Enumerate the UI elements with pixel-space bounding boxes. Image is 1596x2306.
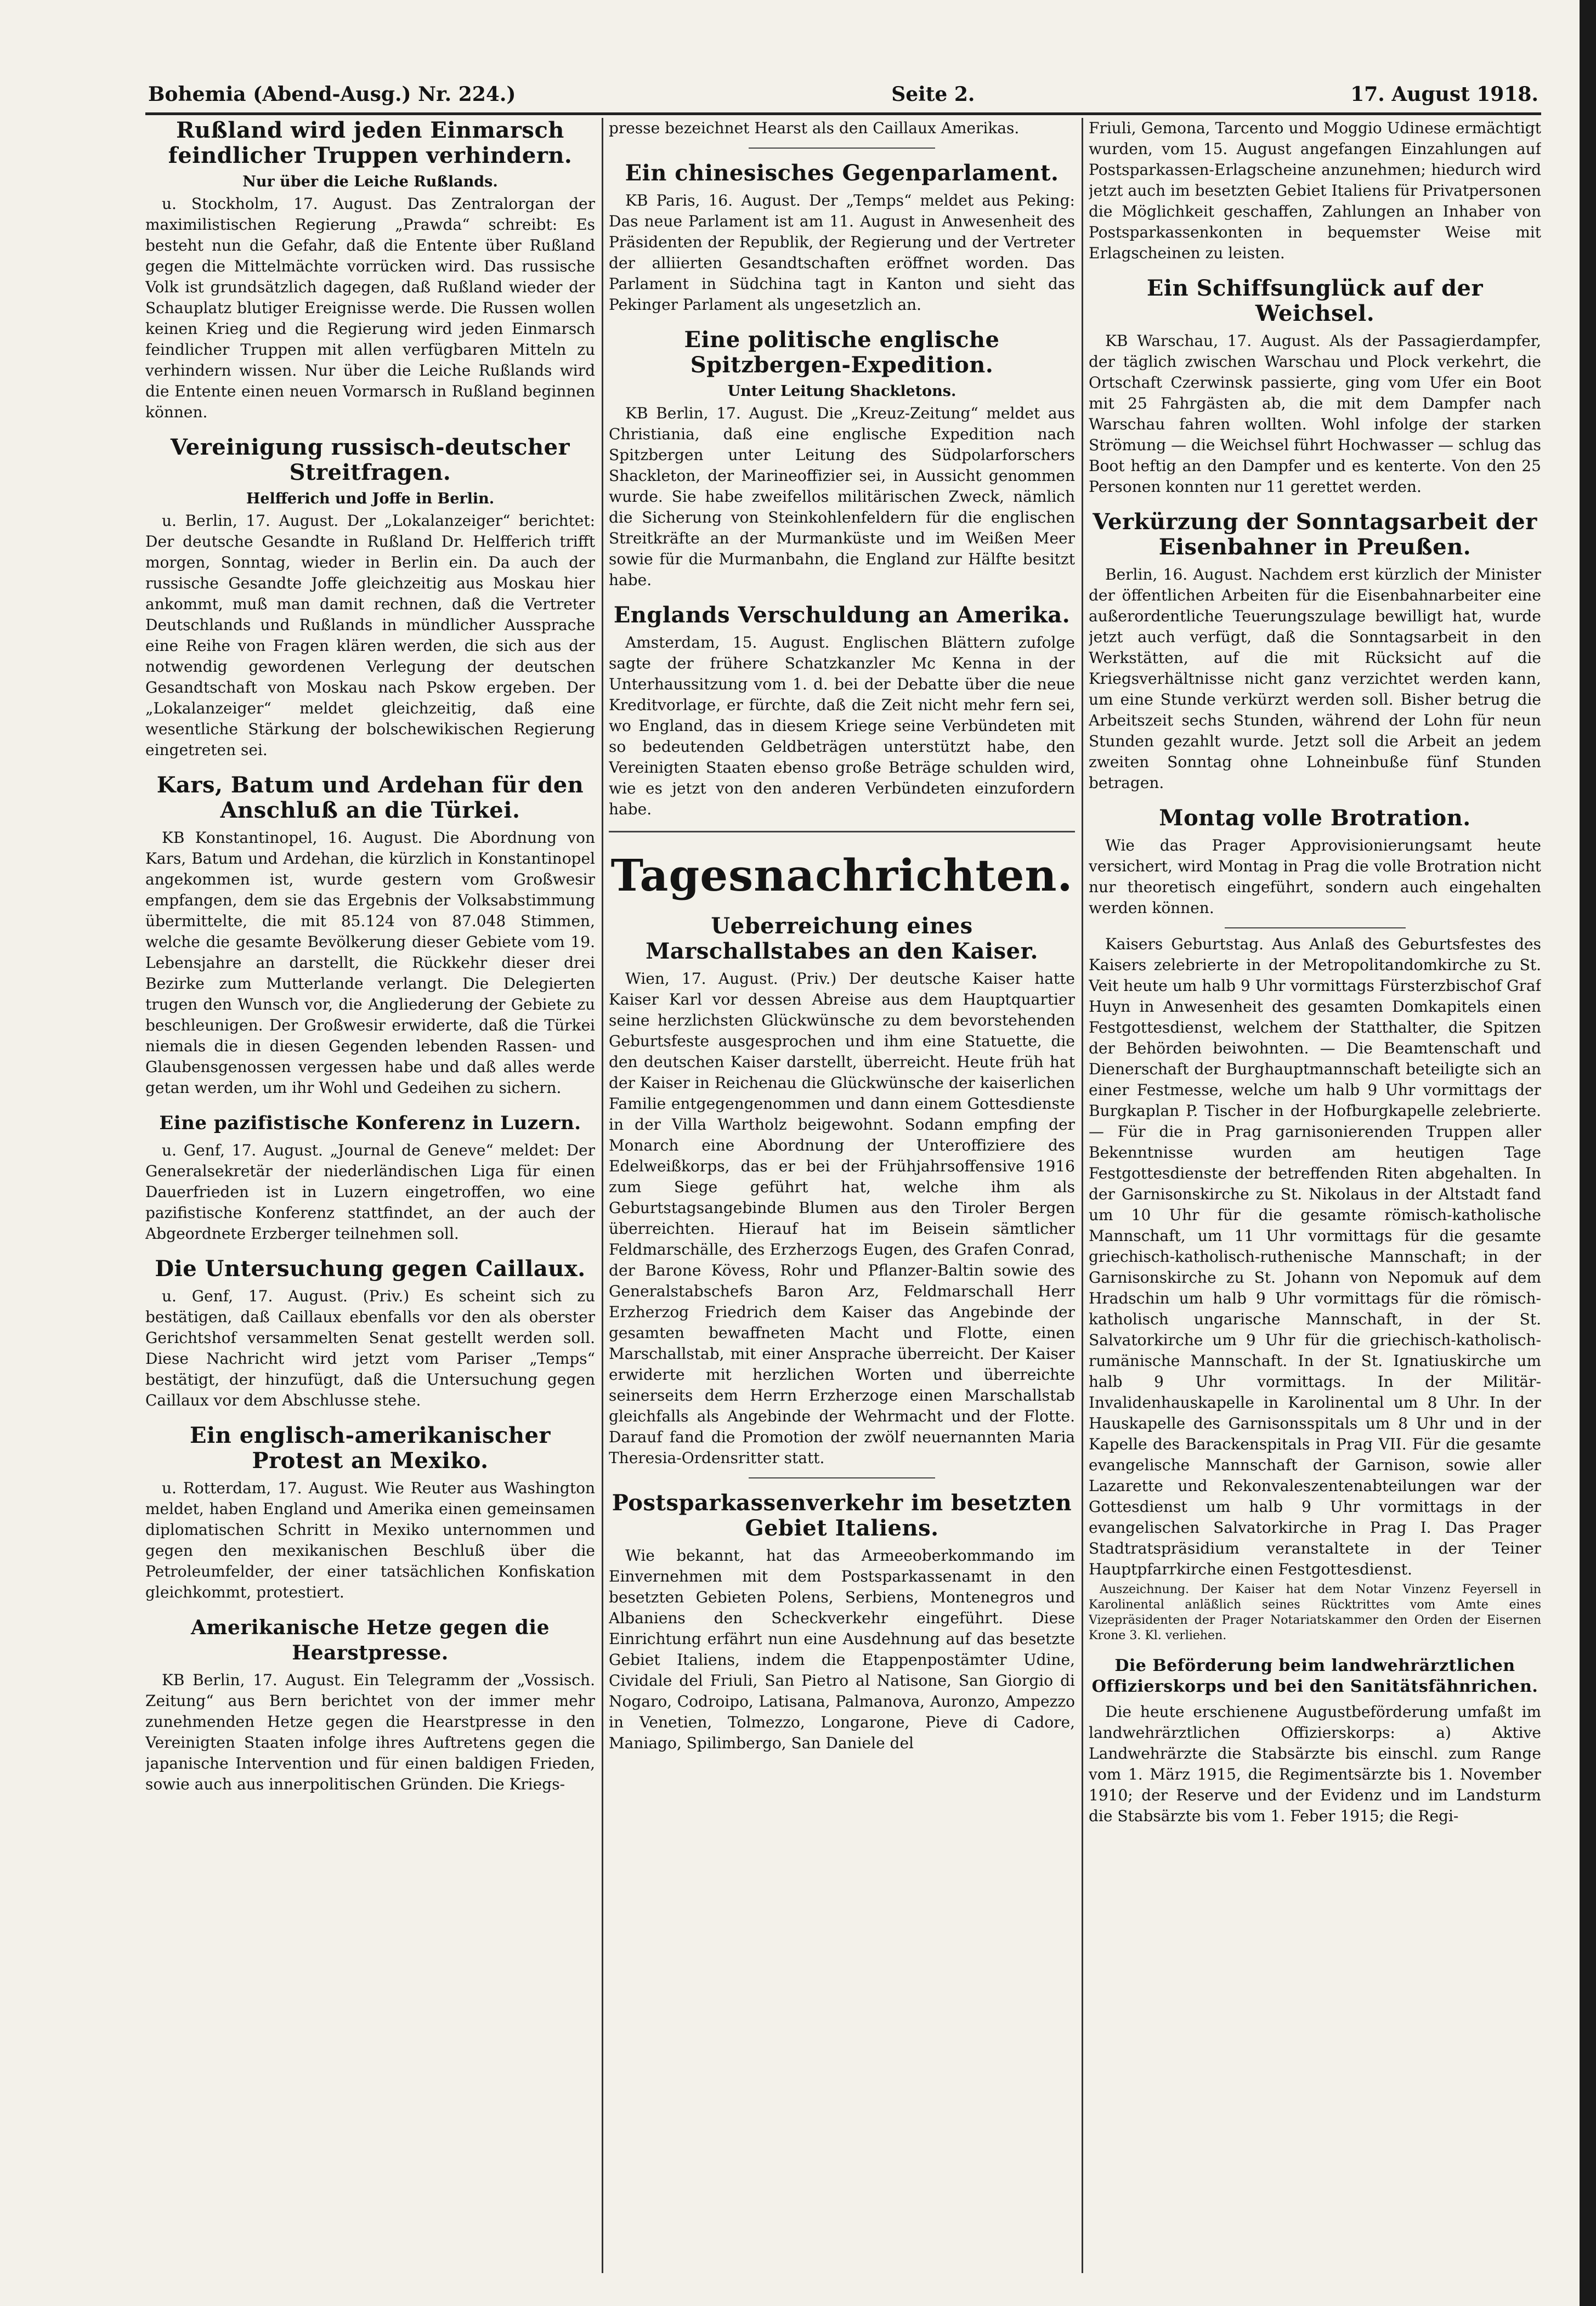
section-divider: [1225, 927, 1406, 928]
article: [145, 1110, 595, 1244]
article: [609, 161, 1075, 315]
article-body: u. Rotterdam, 17. August. Wie Reuter aus Washington meldet, haben England und Amerika einen gemeinsamen diplomatischen Schritt in Mexiko unternommen und gegen den mexikanischen Beschluß über die Petroleumfelder, der einer tatsächlichen Konfiskation gleichkommt, protestiert.: [145, 1479, 595, 1601]
header-page-number: Seite 2.: [891, 83, 975, 106]
article-headline: Kars, Batum und Ardehan für den Anschluß an die Türkei.: [156, 772, 584, 823]
article: [145, 435, 595, 761]
article-headline: Ein Schiffsunglück auf der Weichsel.: [1146, 275, 1484, 326]
article-headline: Englands Verschuldung an Amerika.: [613, 602, 1071, 628]
article: [1089, 1656, 1541, 1827]
article-headline: Amerikanische Hetze gegen die Hearstpresse.: [190, 1616, 550, 1664]
column-rule: [1082, 118, 1083, 2273]
section-divider: [749, 148, 935, 149]
article: [1089, 806, 1541, 919]
header-edition: Bohemia (Abend-Ausg.) Nr. 224.): [148, 83, 516, 106]
article-body: Wien, 17. August. (Priv.) Der deutsche Kaiser hatte Kaiser Karl vor dessen Abreise aus dem Hauptquartier seine herzlichsten Glückwünsche zu dem bevorstehenden Geburtsfeste ausgesprochen und ihm eine Statuette, die den deutschen Kaiser darstellt, überreicht. Heute früh hat der Kaiser in Reichenau die Glückwünsche der kaiserlichen Familie entgegengenommen und dann einem Gottesdienste in der Villa Wartholz beigewohnt. Sodann empfing der Monarch eine Abordnung der Unteroffiziere des Edelweißkorps, das er bei der Frühjahrsoffensive 1916 zum Siege geführt hat, welche ihm als Geburtstagsangebinde Blumen aus den Tiroler Bergen überreichten. Hierauf hat im Beisein sämtlicher Feldmarschälle, des Erzherzogs Eugen, des Grafen Conrad, der Barone Kövess, Rohr und Pflanzer-Baltin sowie des Generalstabschefs Baron Arz, Feldmarschall Herr Erzherzog Friedrich dem Kaiser das Angebinde der gesamten bewaffneten Macht und Flotte, einen Marschallstab, mit einer Ansprache überreicht. Der Kaiser erwiderte mit herzlichen Worten und überreichte seinerseits dem Herrn Erzherzoge einen Marschallstab gleichfalls als Angebinde der Wehrmacht und der Flotte. Darauf fand die Promotion der zwölf neuernannten Maria Theresia-Ordensritter statt.: [609, 970, 1075, 1467]
article: [145, 1615, 595, 1795]
article-body: Wie das Prager Approvisionierungsamt heute versichert, wird Montag in Prag die volle Brotration nicht nur theoretisch eingeführt, sondern auch eingehalten werden können.: [1089, 836, 1541, 917]
article: [609, 327, 1075, 591]
article: [145, 1423, 595, 1603]
article: [1089, 1582, 1541, 1644]
article-body: KB Warschau, 17. August. Als der Passagierdampfer, der täglich zwischen Warschau und Plock verkehrt, die Ortschaft Czerwinsk passierte, ging vom Ufer ein Boot mit 25 Fahrgästen ab, die mit dem Dampfer nach Warschau fahren wollten. Wohl infolge der starken Strömung — die Weichsel führt Hochwasser — schlug das Boot heftig an den Dampfer und es kenterte. Von den 25 Personen konnten nur 11 gerettet werden.: [1089, 332, 1541, 496]
article-subheadline: Nur über die Leiche Rußlands.: [242, 173, 498, 190]
article-headline: Vereinigung russisch-deutscher Streitfragen.: [170, 434, 570, 485]
article: [609, 914, 1075, 1469]
article-headline: Ein englisch-amerikanischer Protest an Mexiko.: [190, 1423, 551, 1474]
local-news-body: Kaisers Geburtstag. Aus Anlaß des Geburtsfestes des Kaisers zelebrierte in der Metropolitandomkirche zu St. Veit heute um halb 9 Uhr vormittags Fürsterzbischof Graf Huyn in Anwesenheit des gesamten Domkapitels einen Festgottesdienst, welchem der Statthalter, die Spitzen der Behörden beiwohnten. — Die Beamtenschaft und Dienerschaft der Burghauptmannschaft beteiligte sich an einer Festmesse, welche um halb 9 Uhr vormittags der Burgkaplan P. Tischer in der Hofburgkapelle zelebrierte. — Für die in Prag garnisonierenden Truppen aller Bekenntnisse wurden am heutigen Tage Festgottesdienste der betreffenden Riten abgehalten. In der Garnisonskirche zu St. Nikolaus in der Altstadt fand um 10 Uhr für die gesamte römisch-katholische Mannschaft, um 11 Uhr vormittags für die gesamte griechisch-katholisch-ruthenische Mannschaft; in der Garnisonskirche zu St. Johann von Nepomuk auf dem Hradschin um halb 9 Uhr vormittags für die römisch-katholisch ungarische Mannschaft, in der St. Salvatorkirche um 9 Uhr für die griechisch-katholisch-rumänische Mannschaft. In der St. Ignatiuskirche um halb 9 Uhr vormittags. In der Militär-Invalidenhauskapelle in Karolinental um 8 Uhr. In der Hauskapelle des Garnisonsspitals um 8 Uhr und in der Kapelle des Barackenspitals in Prag VII. Für die gesamte evangelische Mannschaft der Garnison, sowie aller Lazarette und Rekonvaleszentenabteilungen war der Gottesdienst um halb 9 Uhr vormittags in der evangelischen Salvatorkirche in Prag I. Das Prager Stadtratspräsidium veranstaltete in der Teiner Hauptpfarrkirche einen Festgottesdienst.: [1089, 935, 1541, 1578]
article-body: Amsterdam, 15. August. Englischen Blättern zufolge sagte der frühere Schatzkanzler Mc Kenna in der Unterhaussitzung vom 1. d. bei der Debatte über die neue Kreditvorlage, er fürchte, daß die Zeit nicht mehr fern sei, wo England, das in diesem Kriege seine Verbündeten mit so bedeutenden Geldbeträgen unterstützt habe, den Vereinigten Staaten ebenso große Beträge schulden wird, wie es jetzt von den anderen Verbündeten einzufordern habe.: [609, 633, 1075, 818]
article-body: u. Genf, 17. August. (Priv.) Es scheint sich zu bestätigen, daß Caillaux ebenfalls vor den als oberster Gerichtshof versammelten Senat gestellt werden soll. Diese Nachricht wird jetzt vom Pariser „Temps“ bestätigt, der hinzufügt, daß die Untersuchung gegen Caillaux vor dem Abschlusse stehe.: [145, 1287, 595, 1409]
article-subheadline: Helfferich und Joffe in Berlin.: [246, 490, 495, 507]
article: [145, 1256, 595, 1411]
article-body: KB Berlin, 17. August. Die „Kreuz-Zeitung“ meldet aus Christiania, daß eine englische Expedition nach Spitzbergen unter Leitung des Südpolarforschers Shackleton, der Marineoffizier sei, in Aussicht genommen wurde. Sie habe zweifellos militärischen Zweck, nämlich die Sicherung von Steinkohlenfeldern für die englischen Streitkräfte an der Murmanküste und im Weißen Meer sowie für die Murmanbahn, die England zur Hälfte besitzt habe.: [609, 404, 1075, 589]
article: [1089, 934, 1541, 1580]
article-headline: Die Beförderung beim landwehrärztlichen Offizierskorps und bei den Sanitätsfähnrichen.: [1091, 1656, 1538, 1696]
article-body: KB Berlin, 17. August. Ein Telegramm der „Vossisch. Zeitung“ aus Bern berichtet von der immer mehr zunehmenden Hetze gegen die Hearstpresse in den Vereinigten Staaten infolge ihres Auftretens gegen die japanische Intervention und für einen baldigen Frieden, sowie auch aus innerpolitischen Gründen. Die Kriegs-: [145, 1671, 595, 1793]
article-body: KB Paris, 16. August. Der „Temps“ meldet aus Peking: Das neue Parlament ist am 11. August in Anwesenheit des Präsidenten der Republik, der Regierung und der Vertreter der alliierten Gesandtschaften eröffnet worden. Das Parlament in Südchina tagt in Kanton und sieht das Pekinger Parlament als ungesetzlich an.: [609, 191, 1075, 314]
article-continuation: presse bezeichnet Hearst als den Caillaux Amerikas.: [609, 119, 1020, 137]
article-headline: Ueberreichung eines Marschallstabes an den Kaiser.: [646, 913, 1038, 964]
article: [145, 118, 595, 423]
header-date: 17. August 1918.: [1350, 83, 1538, 106]
scan-edge: [1580, 0, 1596, 2306]
article-headline: Eine pazifistische Konferenz in Luzern.: [159, 1112, 581, 1134]
article: [609, 1491, 1075, 1754]
column-rule: [602, 118, 603, 2273]
article-continuation: Friuli, Gemona, Tarcento und Moggio Udinese ermächtigt wurden, vom 15. August angefangen Einzahlungen auf Postsparkassen-Erlagscheine anzunehmen; hiedurch wird jetzt auch im besetzten Gebiet Italiens für Privatpersonen die Möglichkeit geschaffen, Zahlungen an Inhaber von Postsparkassenkonten in bequemster Weise mit Erlagscheinen zu leisten.: [1089, 119, 1541, 262]
article-body: u. Berlin, 17. August. Der „Lokalanzeiger“ berichtet: Der deutsche Gesandte in Rußland Dr. Helfferich trifft morgen, Sonntag, wieder in Berlin ein. Da auch der russische Gesandte Joffe gleichzeitig aus Moskau hier ankommt, muß man damit rechnen, daß die Vertreter Deutschlands und Rußlands in mündlicher Aussprache eine Reihe von Fragen klären werden, die sich aus der notwendig gewordenen Verlegung der deutschen Gesandtschaft von Moskau nach Pskow ergeben. Der „Lokalanzeiger“ meldet gleichzeitig, daß eine wesentliche Stärkung der bolschewikischen Regierung eingetreten sei.: [145, 512, 595, 759]
article-headline: Ein chinesisches Gegenparlament.: [625, 160, 1059, 186]
section-title: Tagesnachrichten.: [610, 849, 1073, 901]
article-headline: Postsparkassenverkehr im besetzten Gebiet Italiens.: [612, 1490, 1072, 1541]
article: [145, 773, 595, 1098]
article-body: Wie bekannt, hat das Armeeoberkommando im Einvernehmen mit dem Postsparkassenamt in den besetzten Gebieten Polens, Serbiens, Montenegros und Albaniens den Scheckverkehr eingeführt. Diese Einrichtung erfährt nun eine Ausdehnung auf das besetzte Gebiet Italiens, indem die Etappenpostämter Udine, Cividale del Friuli, San Pietro al Natisone, San Giorgio di Nogaro, Codroipo, Latisana, Palmanova, Auronzo, Ampezzo in Venetien, Tolmezzo, Longarone, Pieve di Cadore, Maniago, Spilimbergo, San Daniele del: [609, 1546, 1075, 1752]
column-2: [609, 118, 1075, 2290]
article-headline: Rußland wird jeden Einmarsch feindlicher Truppen verhindern.: [168, 118, 573, 168]
article-body: KB Konstantinopel, 16. August. Die Abordnung von Kars, Batum und Ardehan, die kürzlich in Konstantinopel angekommen ist, wurde gestern vom Großwesir empfangen, dem sie das Ergebnis der Volksabstimmung übermittelte, die mit 85.124 von 87.048 Stimmen, welche die gesamte Bevölkerung dieser Gebiete vom 19. Lebensjahre an darstellt, die Rückkehr dieser drei Bezirke zum Mutterlande verlangt. Die Delegierten trugen den Wunsch vor, die Angliederung der Gebiete zu beschleunigen. Der Großwesir erwiderte, daß die Türkei niemals die in diesen Gegenden lebenden Rassen- und Glaubensgenossen vergessen habe und daß alles werde getan werden, um ihr Wohl und Gedeihen zu sichern.: [145, 829, 595, 1097]
article-headline: Eine politische englische Spitzbergen-Expedition.: [684, 327, 1000, 378]
article-headline: Montag volle Brotration.: [1159, 805, 1471, 831]
article: [1089, 276, 1541, 497]
article-body: u. Stockholm, 17. August. Das Zentralorgan der maximilistischen Regierung „Prawda“ schreibt: Es besteht nun die Gefahr, daß die Entente über Rußland gegen die Mittelmächte vorrücken wird. Das russische Volk ist grundsätzlich dagegen, daß Rußland wieder der Schauplatz blutiger Ereignisse werde. Die Russen wollen keinen Krieg und die Regierung wird jeden Einmarsch feindlicher Truppen mit allen verfügbaren Mitteln zu verhindern wissen. Nur über die Leiche Rußlands wird die Entente einen neuen Vormarsch in Rußland beginnen können.: [145, 195, 595, 421]
article-subheadline: Unter Leitung Shackletons.: [727, 383, 957, 400]
article-headline: Verkürzung der Sonntagsarbeit der Eisenbahner in Preußen.: [1093, 509, 1537, 560]
article: [1089, 509, 1541, 794]
article: [609, 603, 1075, 820]
article-body: u. Genf, 17. August. „Journal de Geneve“ meldet: Der Generalsekretär der niederländischen Liga für einen Dauerfrieden ist in Luzern eingetroffen, wo eine pazifistische Konferenz stattfindet, an der auch der Abgeordnete Erzberger teilnehmen soll.: [145, 1141, 595, 1243]
header-rule: [145, 112, 1541, 115]
page-header: [148, 78, 1538, 111]
article-body: Berlin, 16. August. Nachdem erst kürzlich der Minister der öffentlichen Arbeiten für die Eisenbahnarbeiter eine außerordentliche Teuerungszulage bewilligt hat, wurde jetzt auch verfügt, daß die Sonntagsarbeit in den Werkstätten, auf die mit Rücksicht auf die Kriegsverhältnisse nicht ganz verzichtet werden kann, um eine Stunde verkürzt werden soll. Bisher betrug die Arbeitszeit sechs Stunden, während der Lohn für neun Stunden gezahlt wurde. Jetzt soll die Arbeit an jedem zweiten Sonntag ohne Lohneinbuße fünf Stunden betragen.: [1089, 565, 1541, 792]
column-3: [1089, 118, 1541, 2290]
article-body: Die heute erschienene Augustbeförderung umfaßt im landwehrärztlichen Offizierskorps: a) Aktive Landwehrärzte die Stabsärzte bis einschl. zum Range vom 1. März 1915, die Regimentsärzte bis 1. November 1910; der Reserve und der Evidenz und im Landsturm die Stabsärzte bis vom 1. Feber 1915; die Regi-: [1089, 1703, 1541, 1825]
section-divider: [609, 831, 1075, 832]
article-headline: Die Untersuchung gegen Caillaux.: [155, 1256, 586, 1282]
column-1: [145, 118, 595, 2290]
notice-body: Auszeichnung. Der Kaiser hat dem Notar Vinzenz Feyersell in Karolinental anläßlich seines Rücktrittes vom Amte eines Vizepräsidenten der Prager Notariatskammer den Orden der Eisernen Krone 3. Kl. verliehen.: [1089, 1583, 1541, 1642]
section-divider: [749, 1477, 935, 1478]
